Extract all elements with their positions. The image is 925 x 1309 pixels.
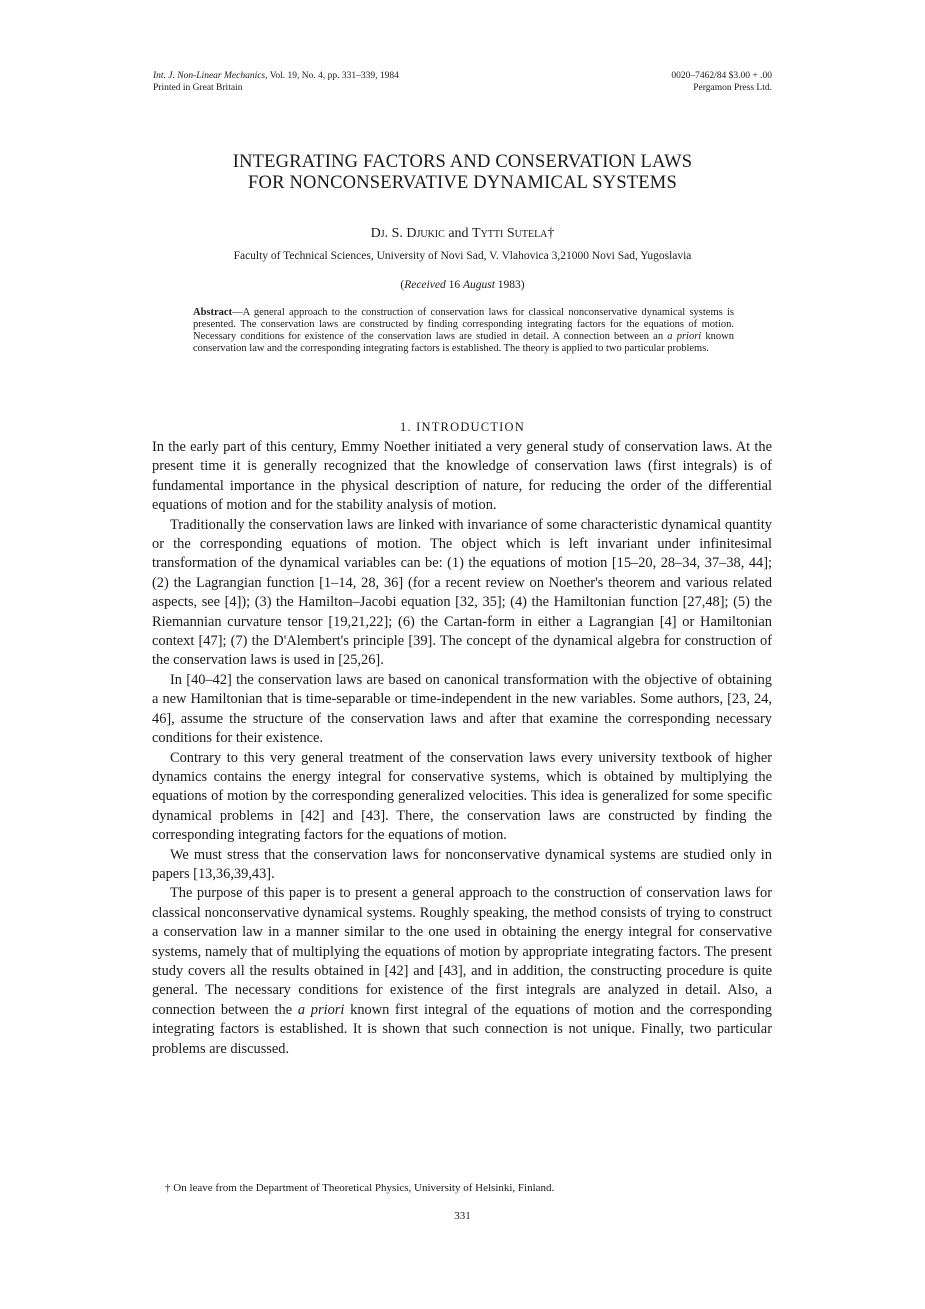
paragraph-6-text-a: The purpose of this paper is to present a general approach to the construction of conservation laws for classical nonconservative dynamical systems. Roughly speaking, the method consists of trying to construct a conservation law in a manner similar to the one used in obtaining the energy integral for conservative systems, namely that of multiplying the equations of motion by appropriate integrating factors. The present study covers all the results obtained in [42] and [43], and in addition, the constructing procedure is quite general. The necessary conditions for existence of the first integrals are analyzed in detail. Also, a connection between the xyxy=(152,885,772,1018)
title-line-2: FOR NONCONSERVATIVE DYNAMICAL SYSTEMS xyxy=(248,173,677,193)
section-heading-introduction: 1. INTRODUCTION xyxy=(400,420,525,434)
author-conjunction: and xyxy=(444,226,473,241)
received-day: 16 xyxy=(445,279,463,291)
abstract-label: Abstract xyxy=(193,307,233,318)
printed-note: Printed in Great Britain xyxy=(153,83,243,93)
affiliation: Faculty of Technical Sciences, University of Novi Sad, V. Vlahovica 3,21000 Novi Sad, Yugoslavia xyxy=(233,250,692,262)
received-label: Received xyxy=(404,279,446,291)
abstract-emphasis: a priori xyxy=(667,331,702,343)
journal-name: Int. J. Non-Linear Mechanics, xyxy=(153,71,268,81)
paper-title xyxy=(100,152,825,194)
title-line-1: INTEGRATING FACTORS AND CONSERVATION LAWS xyxy=(232,152,693,172)
author-2: Tytti Sutela xyxy=(472,226,548,241)
author-1: Dj. S. Djukic xyxy=(370,226,445,241)
abstract-text-1: —A general approach to the construction of conservation laws for classical nonconservative dynamical systems is presented. The conservation laws are constructed by finding corresponding integrating factors for the equations of motion. Necessary conditions for existence of the conservation laws are studied in detail. A connection between an xyxy=(193,307,734,343)
paragraph-5: We must stress that the conservation laws for nonconservative dynamical systems are studied only in papers [13,36,39,43]. xyxy=(152,846,772,882)
paragraph-1: In the early part of this century, Emmy Noether initiated a very general study of conservation laws. At the present time it is generally recognized that the knowledge of conservation laws (first integrals) is of fundamental importance in the physical description of nature, for reducing the order of the differential equations of motion and for the stability analysis of motion. xyxy=(152,439,772,514)
received-date: (Received 16 August 1983) xyxy=(400,279,525,291)
dagger-mark: † xyxy=(547,226,555,241)
footnote: † On leave from the Department of Theoretical Physics, University of Helsinki, Finland. xyxy=(165,1182,555,1194)
paragraph-4: Contrary to this very general treatment of the conservation laws every university textbook of higher dynamics contains the energy integral for conservative systems, which is obtained by multiplying the equations of motion by the corresponding generalized velocities. This idea is generalized for some specific dynamical problems in [42] and [43]. There, the conservation laws are constructed by finding the corresponding integrating factors for the equations of motion. xyxy=(152,749,772,844)
abstract xyxy=(193,307,734,355)
author-list xyxy=(0,226,925,242)
paragraph-6-text-b: known first integral of the equations of motion and the corresponding integrating factors is established. It is shown that such connection is not unique. Finally, two particular problems are discussed. xyxy=(152,1001,772,1057)
journal-citation xyxy=(153,70,399,82)
publisher-header xyxy=(671,70,772,94)
price-code: 0020–7462/84 $3.00 + .00 xyxy=(671,71,772,81)
paragraph-3: In [40–42] the conservation laws are based on canonical transformation with the objective of obtaining a new Hamiltonian that is time-separable or time-independent in the new variables. Some authors, [23, 24, 46], assume the structure of the conservation laws and after that examine the corresponding necessary conditions for their existence. xyxy=(152,671,772,747)
page-number: 331 xyxy=(454,1210,471,1222)
journal-header xyxy=(153,70,399,94)
journal-volume: Vol. 19, No. 4, pp. 331–339, 1984 xyxy=(267,71,399,81)
received-year: 1983 xyxy=(494,279,521,291)
paragraph-6-emphasis: a priori xyxy=(297,1001,345,1018)
publisher-name: Pergamon Press Ltd. xyxy=(693,83,772,93)
paragraph-6 xyxy=(152,884,772,1059)
received-month: August xyxy=(462,279,495,291)
paragraph-2: Traditionally the conservation laws are linked with invariance of some characteristic dynamical quantity or the corresponding equations of motion. The object which is left invariant under infinitesimal transformation of the dynamical variables can be: (1) the equations of motion [15–20, 28–34, 37–38, 44]; (2) the Lagrangian function [1–14, 28, 36] (for a recent review on Noether's theorem and various related aspects, see [4]); (3) the Hamilton–Jacobi equation [32, 35]; (4) the Hamiltonian function [27,48]; (5) the Riemannian curvature tensor [19,21,22]; (6) the Cartan-form in either a Lagrangian [4] or Hamiltonian context [47]; (7) the D'Alembert's principle [39]. The concept of the dynamical algebra for construction of the conservation laws is used in [25,26]. xyxy=(152,516,772,669)
abstract-text-2: known conservation law and the corresponding integrating factors is established. The theory is applied to two particular problems. xyxy=(193,331,735,355)
introduction-body xyxy=(152,438,772,1059)
